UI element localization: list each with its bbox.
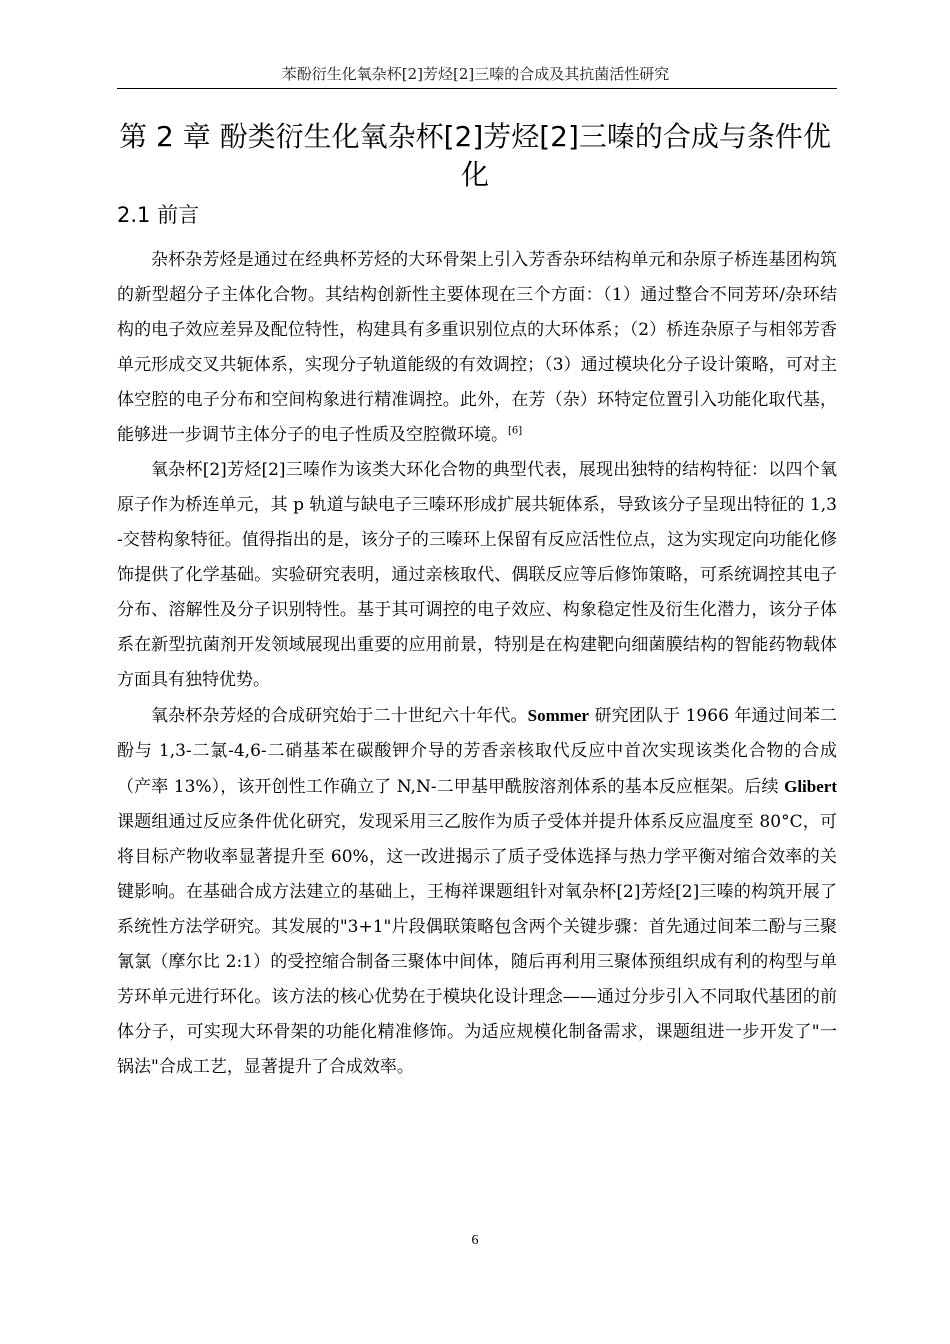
- chapter-title: 第 2 章 酚类衍生化氧杂杯[2]芳烃[2]三嗪的合成与条件优化: [119, 120, 831, 191]
- running-header: 苯酚衍生化氧杂杯[2]芳烃[2]三嗪的合成及其抗菌活性研究: [281, 65, 670, 83]
- citation-ref: [6]: [508, 425, 523, 437]
- section-title: 2.1 前言: [117, 203, 200, 227]
- paragraph-1: [117, 243, 837, 453]
- page-number: 6: [471, 1233, 479, 1248]
- paragraph-1-text: 杂杯杂芳烃是通过在经典杯芳烃的大环骨架上引入芳香杂环结构单元和杂原子桥连基团构筑的新型超分子主体化合物。其结构创新性主要体现在三个方面：（1）通过整合不同芳环/杂环结构的电子效应差异及配位特性，构建具有多重识别位点的大环体系；（2）桥连杂原子与相邻芳香单元形成交叉共轭体系，实现分子轨道能级的有效调控；（3）通过模块化分子设计策略，可对主体空腔的电子分布和空间构象进行精准调控。此外，在芳（杂）环特定位置引入功能化取代基，能够进一步调节主体分子的电子性质及空腔微环境。: [117, 250, 837, 445]
- header-rule: [117, 88, 837, 89]
- paragraph-3-seg2: 研究团队于 1966 年通过间苯二酚与 1,3-二氯-4,6-二硝基苯在碳酸钾介导的芳香亲核取代反应中首次实现该类化合物的合成（产率 13%），该开创性工作确立了 N,N-二甲基甲酰胺溶剂体系的基本反应框架。后续: [117, 706, 837, 797]
- author-name-sommer: Sommer: [527, 706, 589, 725]
- paragraph-2: [117, 453, 837, 698]
- paragraph-2-text: 氧杂杯[2]芳烃[2]三嗪作为该类大环化合物的典型代表，展现出独特的结构特征：以四个氧原子作为桥连单元，其 p 轨道与缺电子三嗪环形成扩展共轭体系，导致该分子呈现出特征的 1,3-交替构象特征。值得指出的是，该分子的三嗪环上保留有反应活性位点，这为实现定向功能化修饰提供了化学基础。实验研究表明，通过亲核取代、偶联反应等后修饰策略，可系统调控其电子分布、溶解性及分子识别特性。基于其可调控的电子效应、构象稳定性及衍生化潜力，该分子体系在新型抗菌剂开发领域展现出重要的应用前景，特别是在构建靶向细菌膜结构的智能药物载体方面具有独特优势。: [117, 460, 837, 690]
- paragraph-3-seg1: 氧杂杯杂芳烃的合成研究始于二十世纪六十年代。: [151, 706, 528, 726]
- paragraph-3: [117, 698, 837, 1085]
- paragraph-3-seg3: 课题组通过反应条件优化研究，发现采用三乙胺作为质子受体并提升体系反应温度至 80°C，可将目标产物收率显著提升至 60%，这一改进揭示了质子受体选择与热力学平衡对缩合效率的关键影响。在基础合成方法建立的基础上，王梅祥课题组针对氧杂杯[2]芳烃[2]三嗪的构筑开展了系统性方法学研究。其发展的"3+1"片段偶联策略包含两个关键步骤：首先通过间苯二酚与三聚氰氯（摩尔比 2:1）的受控缩合制备三聚体中间体，随后再利用三聚体预组织成有利的构型与单芳环单元进行环化。该方法的核心优势在于模块化设计理念——通过分步引入不同取代基团的前体分子，可实现大环骨架的功能化精准修饰。为适应规模化制备需求，课题组进一步开发了"一锅法"合成工艺，显著提升了合成效率。: [117, 812, 837, 1077]
- author-name-glibert: Glibert: [784, 777, 837, 796]
- body-text: [117, 243, 837, 1085]
